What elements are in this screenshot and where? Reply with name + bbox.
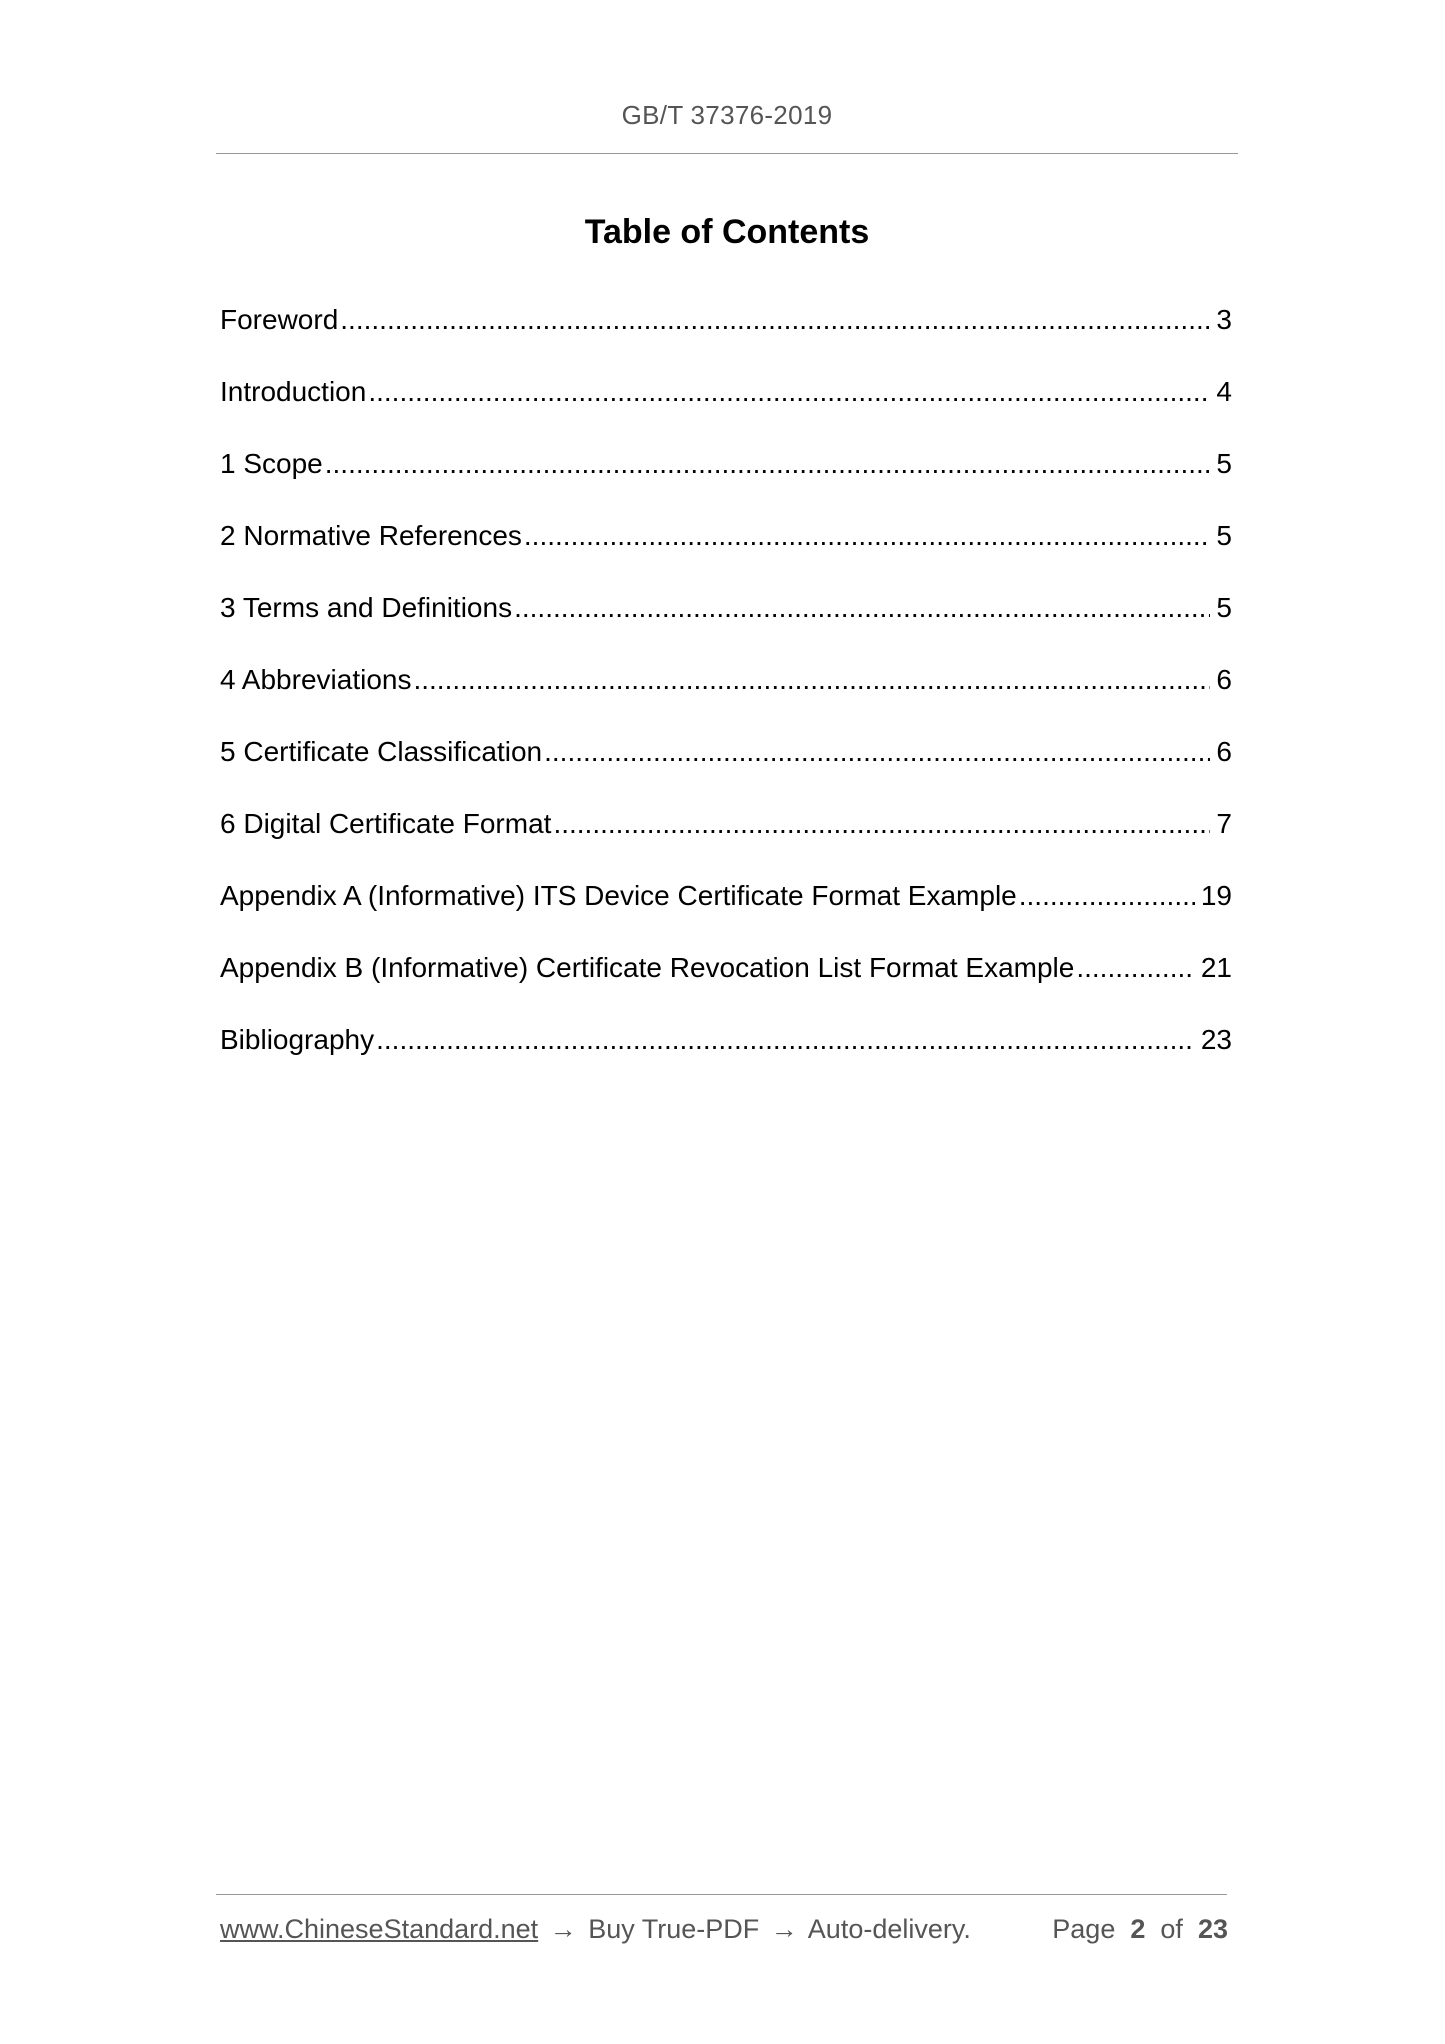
- page-footer: [220, 1914, 1228, 1954]
- toc-entry-appendix-b[interactable]: [220, 944, 1232, 1016]
- auto-delivery-text: Auto-delivery.: [807, 1914, 971, 1944]
- buy-true-pdf-text: Buy True-PDF: [588, 1914, 760, 1944]
- dot-leader: [368, 368, 1210, 416]
- toc-entry-page: 3: [1216, 304, 1232, 335]
- toc-entry-label: 4 Abbreviations: [220, 664, 412, 695]
- header-divider: [216, 153, 1238, 154]
- dot-leader: [524, 512, 1211, 560]
- toc-entry-label: 5 Certificate Classification: [220, 736, 543, 767]
- toc-entry-appendix-a[interactable]: [220, 872, 1232, 944]
- page-total: 23: [1197, 1914, 1228, 1944]
- document-header: GB/T 37376-2019: [621, 100, 833, 130]
- toc-entry-label: Appendix A (Informative) ITS Device Certificate Format Example: [220, 880, 1017, 911]
- toc-entry-label: 6 Digital Certificate Format: [220, 808, 552, 839]
- toc-entry-label: Appendix B (Informative) Certificate Revocation List Format Example: [220, 952, 1075, 983]
- toc-entry-page: 23: [1200, 1024, 1232, 1055]
- site-link[interactable]: www.ChineseStandard.net: [220, 1914, 539, 1944]
- toc-entry-label: Bibliography: [220, 1024, 375, 1055]
- toc-entry-page: 5: [1216, 520, 1232, 551]
- page-number: [1052, 1914, 1228, 1945]
- toc-entry-label: 3 Terms and Definitions: [220, 592, 513, 623]
- toc-entry-terms-and-definitions[interactable]: [220, 584, 1232, 656]
- toc-entry-label: 2 Normative References: [220, 520, 522, 551]
- page-label: Page: [1052, 1914, 1116, 1944]
- toc-entry-page: 7: [1216, 808, 1232, 839]
- dot-leader: [340, 296, 1210, 344]
- arrow-right-icon: →: [549, 1914, 577, 1944]
- dot-leader: [1076, 944, 1195, 992]
- footer-promo: [220, 1914, 971, 1945]
- toc-entry-page: 5: [1216, 592, 1232, 623]
- toc-entry-normative-references[interactable]: [220, 512, 1232, 584]
- toc-entry-label: Foreword: [220, 304, 339, 335]
- toc-list: [220, 296, 1232, 1088]
- toc-entry-page: 19: [1200, 880, 1232, 911]
- toc-entry-certificate-classification[interactable]: [220, 728, 1232, 800]
- toc-entry-page: 6: [1216, 664, 1232, 695]
- toc-entry-page: 21: [1200, 952, 1232, 983]
- toc-entry-bibliography[interactable]: [220, 1016, 1232, 1088]
- toc-entry-abbreviations[interactable]: [220, 656, 1232, 728]
- toc-entry-label: 1 Scope: [220, 448, 323, 479]
- dot-leader: [376, 1016, 1195, 1064]
- toc-entry-introduction[interactable]: [220, 368, 1232, 440]
- toc-entry-scope[interactable]: [220, 440, 1232, 512]
- dot-leader: [544, 728, 1210, 776]
- dot-leader: [514, 584, 1210, 632]
- page-current: 2: [1130, 1914, 1146, 1944]
- dot-leader: [325, 440, 1211, 488]
- dot-leader: [413, 656, 1210, 704]
- footer-divider: [216, 1894, 1227, 1895]
- toc-entry-label: Introduction: [220, 376, 367, 407]
- toc-entry-digital-certificate-format[interactable]: [220, 800, 1232, 872]
- page-of-label: of: [1160, 1914, 1183, 1944]
- dot-leader: [1019, 872, 1195, 920]
- toc-entry-foreword[interactable]: [220, 296, 1232, 368]
- arrow-right-icon: →: [770, 1914, 798, 1944]
- toc-entry-page: 4: [1216, 376, 1232, 407]
- toc-title: Table of Contents: [584, 213, 870, 251]
- toc-entry-page: 5: [1216, 448, 1232, 479]
- dot-leader: [553, 800, 1210, 848]
- toc-entry-page: 6: [1216, 736, 1232, 767]
